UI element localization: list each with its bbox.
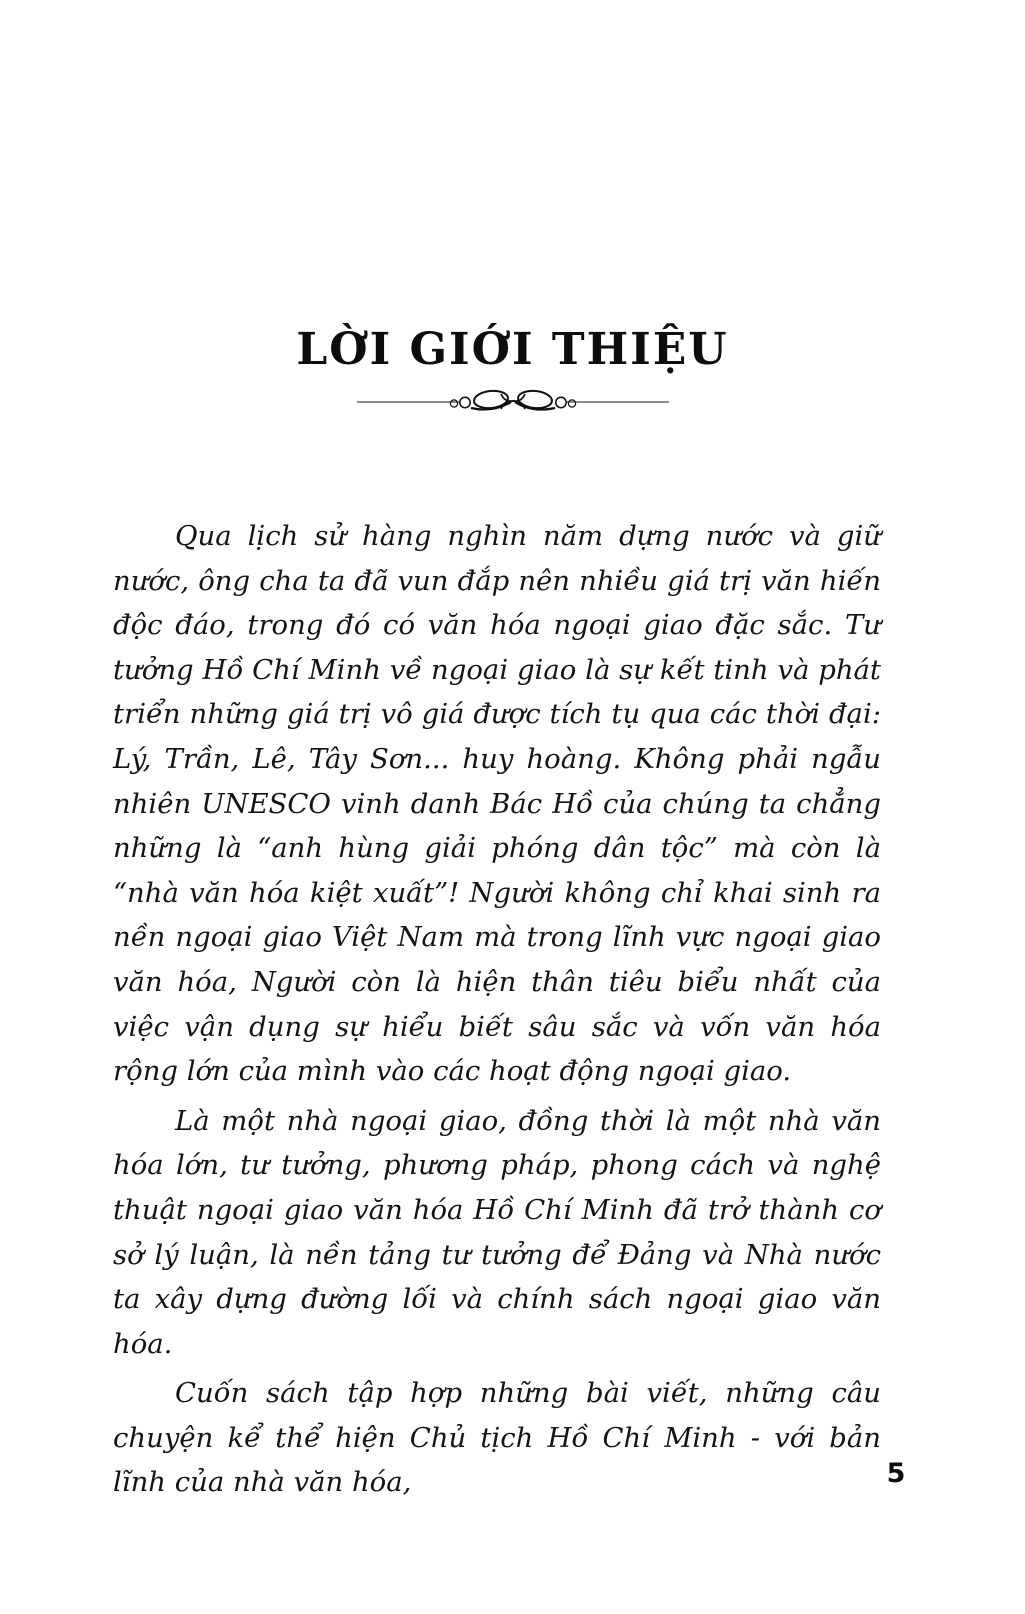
body-text [113, 514, 881, 1510]
paragraph-1: Qua lịch sử hàng nghìn năm dựng nước và giữ nước, ông cha ta đã vun đắp nên nhiều giá trị văn hiến độc đáo, trong đó có văn hóa ngoại giao đặc sắc. Tư tưởng Hồ Chí Minh về ngoại giao là sự kết tinh và phát triển những giá trị vô giá được tích tụ qua các thời đại: Lý, Trần, Lê, Tây Sơn... huy hoàng. Không phải ngẫu nhiên UNESCO vinh danh Bác Hồ của chúng ta chẳng những là “anh hùng giải phóng dân tộc” mà còn là “nhà văn hóa kiệt xuất”! Người không chỉ khai sinh ra nền ngoại giao Việt Nam mà trong lĩnh vực ngoại giao văn hóa, Người còn là hiện thân tiêu biểu nhất của việc vận dụng sự hiểu biết sâu sắc và vốn văn hóa rộng lớn của mình vào các hoạt động ngoại giao. [113, 520, 881, 1088]
calligraphic-flourish-icon [357, 388, 669, 416]
paragraph-3: Cuốn sách tập hợp những bài viết, những câu chuyện kể thể hiện Chủ tịch Hồ Chí Minh - với bản lĩnh của nhà văn hóa, [113, 1377, 881, 1499]
page-title: LỜI GIỚI THIỆU [296, 324, 729, 375]
page-number: 5 [886, 1458, 906, 1489]
paragraph-2: Là một nhà ngoại giao, đồng thời là một nhà văn hóa lớn, tư tưởng, phương pháp, phong cách và nghệ thuật ngoại giao văn hóa Hồ Chí Minh đã trở thành cơ sở lý luận, là nền tảng tư tưởng để Đảng và Nhà nước ta xây dựng đường lối và chính sách ngoại giao văn hóa. [113, 1104, 881, 1360]
divider [0, 388, 1025, 416]
